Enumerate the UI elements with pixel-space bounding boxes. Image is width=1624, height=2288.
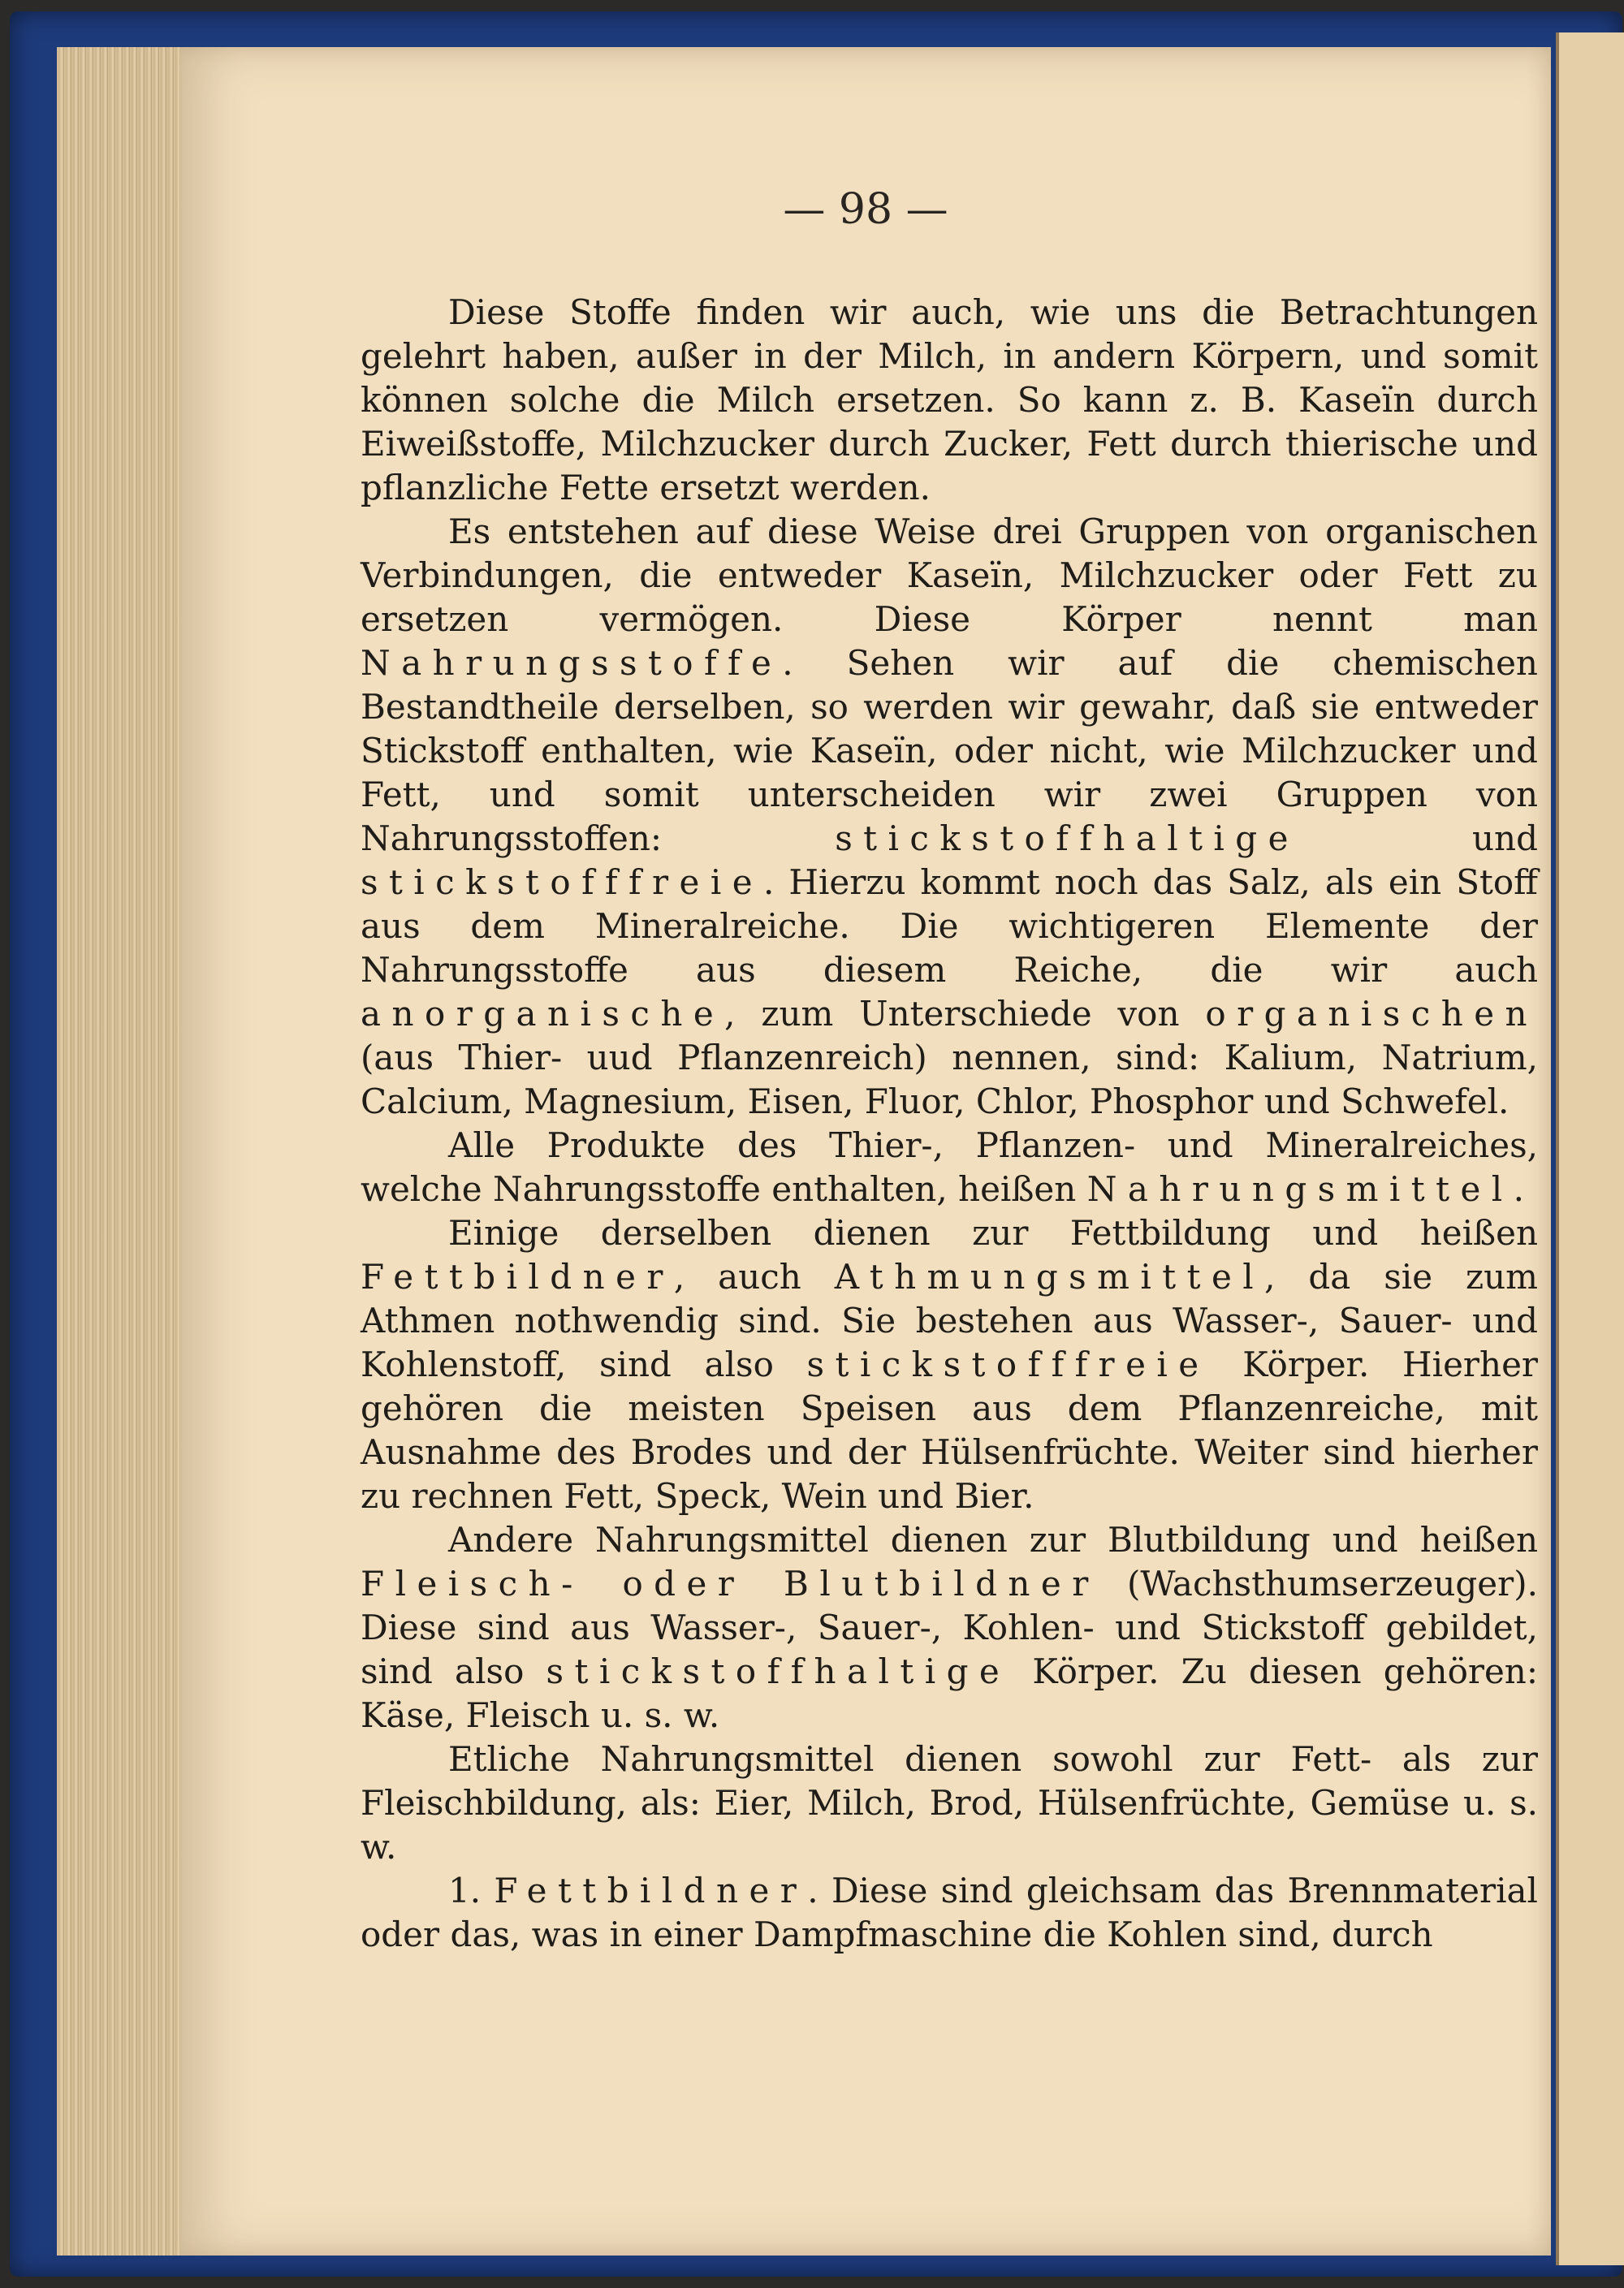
spaced-term: stickstofffreie: [806, 1345, 1210, 1384]
spaced-term: Fettbildner: [361, 1257, 674, 1297]
paragraph: Diese Stoffe finden wir auch, wie uns die Betrachtungen gelehrt haben, außer in der Milch, in andern Körpern, und somit können solche die Milch ersetzen. So kann z. B. Kaseïn durch Eiweißstoffe, Milchzucker durch Zucker, Fett durch thierische und pflanzliche Fette ersetzt werden.: [361, 292, 1538, 507]
page-number: — 98 —: [783, 185, 948, 234]
spaced-term: stickstofffreie: [361, 862, 764, 902]
next-page-edge: [1556, 32, 1624, 2265]
spaced-term: stickstoffhaltige: [546, 1651, 1011, 1691]
book-page: [180, 47, 1551, 2256]
page-edges: [57, 47, 189, 2256]
body-text: [361, 291, 1538, 1957]
paragraph: Etliche Nahrungsmittel dienen sowohl zur Fett- als zur Fleischbildung, als: Eier, Milch, Brod, Hülsenfrüchte, Gemüse u. s. w.: [361, 1739, 1538, 1867]
paragraph: Einige derselben dienen zur Fettbildung und heißen Fettbildner, auch Athmungsmittel, da sie zum Athmen nothwendig sind. Sie bestehen aus Wasser-, Sauer- und Kohlenstoff, sind also stickstofffreie Körper. Hierher gehören die meisten Speisen aus dem Pflanzenreiche, mit Ausnahme des Brodes und der Hülsenfrüchte. Weiter sind hierher zu rechnen Fett, Speck, Wein und Bier.: [361, 1213, 1538, 1516]
spaced-term: Nahrungsstoffe: [361, 643, 783, 683]
paragraph: Andere Nahrungsmittel dienen zur Blutbildung und heißen Fleisch- oder Blutbildner (Wachsthumserzeuger). Diese sind aus Wasser-, Sauer-, Kohlen- und Stickstoff gebildet, sind also stickstoffhaltige Körper. Zu diesen gehören: Käse, Fleisch u. s. w.: [361, 1520, 1538, 1735]
paragraph: Es entstehen auf diese Weise drei Gruppen von organischen Verbindungen, die entweder Kaseïn, Milchzucker oder Fett zu ersetzen vermögen. Diese Körper nennt man Nahrungsstoffe. Sehen wir auf die chemischen Bestandtheile derselben, so werden wir gewahr, daß sie entweder Stickstoff enthalten, wie Kaseïn, oder nicht, wie Milchzucker und Fett, und somit unterscheiden wir zwei Gruppen von Nahrungsstoffen: stickstoffhaltige und stickstofffreie. Hierzu kommt noch das Salz, als ein Stoff aus dem Mineralreiche. Die wichtigeren Elemente der Nahrungsstoffe aus diesem Reiche, die wir auch anorganische, zum Unterschiede von organischen (aus Thier- uud Pflanzenreich) nennen, sind: Kalium, Natrium, Calcium, Magnesium, Eisen, Fluor, Chlor, Phosphor und Schwefel.: [361, 512, 1538, 1121]
spaced-term: Nahrungsmittel: [1086, 1169, 1514, 1209]
spaced-term: Fettbildner: [494, 1871, 808, 1910]
spaced-term: anorganische: [361, 994, 725, 1034]
spaced-term: stickstoffhaltige: [835, 818, 1299, 858]
spaced-term: Athmungsmittel: [834, 1257, 1265, 1297]
paragraph: Alle Produkte des Thier-, Pflanzen- und Mineralreiches, welche Nahrungsstoffe enthalten, heißen Nahrungsmittel.: [361, 1125, 1538, 1209]
spaced-term: Fleisch- oder Blutbildner: [361, 1564, 1099, 1604]
spaced-term: organischen: [1205, 994, 1538, 1034]
paragraph: 1. Fettbildner. Diese sind gleichsam das Brennmaterial oder das, was in einer Dampfmaschine die Kohlen sind, durch: [361, 1871, 1538, 1954]
